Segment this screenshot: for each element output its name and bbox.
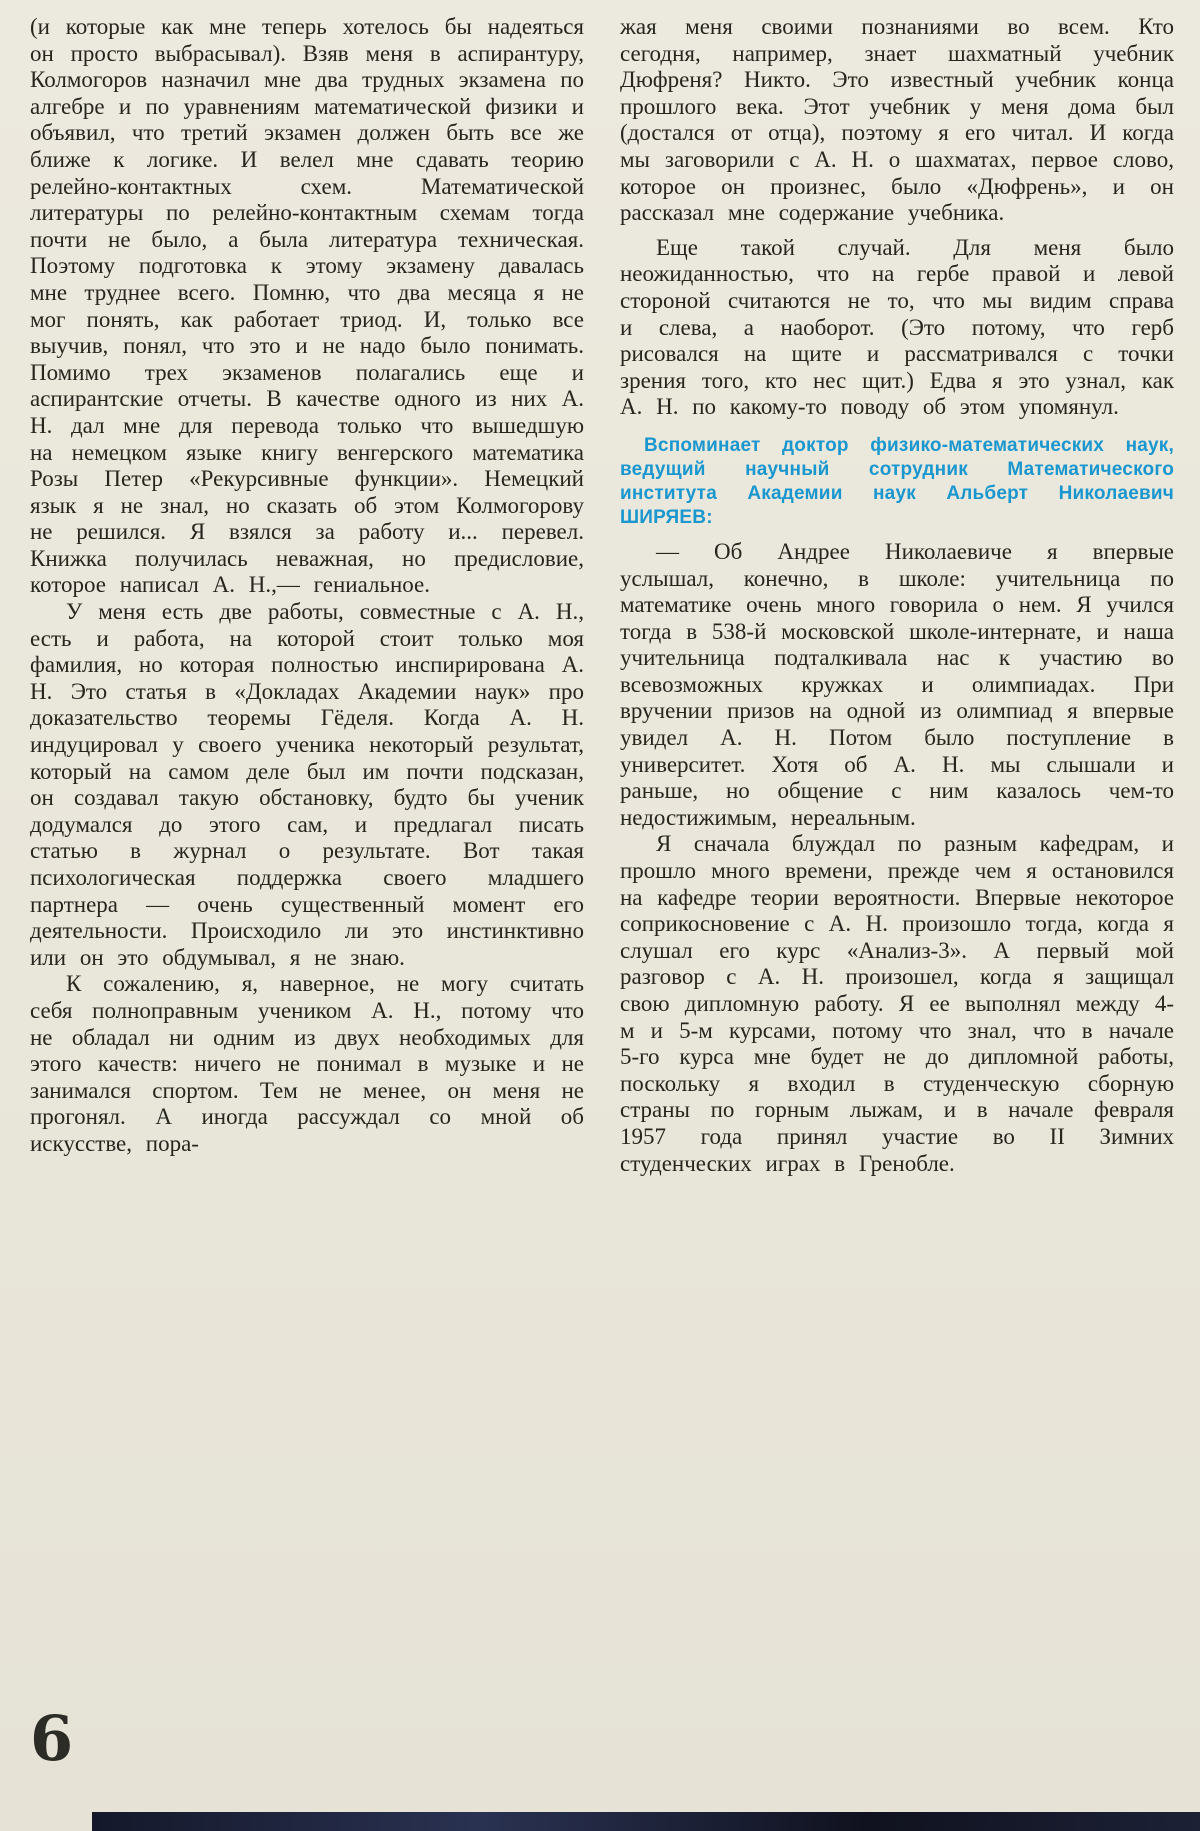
body-paragraph: У меня есть две работы, совместные с А. Н., есть и работа, на которой стоит только моя фамилия, но которая полностью инспирирована А. Н. Это статья в «Докладах Академии наук» про доказательство теоремы Гёделя. Когда А. Н. индуцировал у своего ученика некоторый результат, который на самом деле был им почти подсказан, он создавал такую обстановку, будто бы ученик додумался до этого сам, и предлагал писать статью в журнал о результате. Вот такая психологическая поддержка своего младшего партнера — очень существенный момент его деятельности. Происходило ли это инстинктивно или он это обдумывал, я не знаю. [30,599,584,970]
left-column [30,14,584,1177]
body-paragraph: (и которые как мне теперь хотелось бы надеяться он просто выбрасывал). Взяв меня в аспирантуру, Колмогоров назначил мне два трудных экзамена по алгебре и по уравнениям математической физики и объявил, что третий экзамен должен быть все же ближе к логике. И велел мне сдавать теорию релейно-контактных схем. Математической литературы по релейно-контактным схемам тогда почти не было, а была литература техническая. Поэтому подготовка к этому экзамену давалась мне труднее всего. Помню, что два месяца я не мог понять, как работает триод. И, только все выучив, понял, что это и не надо было понимать. Помимо трех экзаменов полагались еще и аспирантские отчеты. В качестве одного из них А. Н. дал мне для перевода только что вышедшую на немецком языке книгу венгерского математика Розы Петер «Рекурсивные функции». Немецкий язык я не знал, но сказать об этом Колмогорову не решился. Я взялся за работу и... перевел. Книжка получилась неважная, но предисловие, которое написал А. Н.,— гениальное. [30,14,584,598]
scan-edge-strip [92,1812,1200,1831]
page-number: 6 [30,1702,74,1775]
body-paragraph: Я сначала блуждал по разным кафедрам, и прошло много времени, прежде чем я остановился на кафедре теории вероятности. Впервые некоторое соприкосновение с А. Н. произошло тогда, когда я слушал его курс «Анализ-3». А первый мой разговор с А. Н. произошел, когда я защищал свою дипломную работу. Я ее выполнял между 4-м и 5-м курсами, потому что знал, что в начале 5-го курса мне будет не до дипломной работы, поскольку я входил в студенческую сборную страны по горным лыжам, и в начале февраля 1957 года принял участие во II Зимних студенческих играх в Гренобле. [620,831,1174,1176]
body-paragraph: — Об Андрее Николаевиче я впервые услышал, конечно, в школе: учительница по математике очень много говорила о нем. Я учился тогда в 538-й московской школе-интернате, и наша учительница подталкивала нас к участию во всевозможных кружках и олимпиадах. При вручении призов на одной из олимпиад я впервые увидел А. Н. Потом было поступление в университет. Хотя об А. Н. мы слышали и раньше, но общение с ним казалось чем-то недостижимым, нереальным. [620,538,1174,830]
right-column [620,14,1174,1177]
body-paragraph: Еще такой случай. Для меня было неожиданностью, что на гербе правой и левой стороной считаются не то, что мы видим справа и слева, а наоборот. (Это потому, что герб рисовался на щите и рассматривался с точки зрения того, кто нес щит.) Едва я это узнал, как А. Н. по какому-то поводу об этом упомянул. [620,234,1174,420]
body-paragraph: жая меня своими познаниями во всем. Кто сегодня, например, знает шахматный учебник Дюфреня? Никто. Это известный учебник конца прошлого века. Этот учебник у меня дома был (достался от отца), поэтому я его читал. И когда мы заговорили с А. Н. о шахматах, первое слово, которое он произнес, было «Дюфрень», и он рассказал мне содержание учебника. [620,14,1174,226]
interviewee-intro-note: Вспоминает доктор физико-математических наук, ведущий научный сотрудник Математического института Академии наук Альберт Николаевич ШИРЯЕВ: [620,434,1174,528]
body-paragraph: К сожалению, я, наверное, не могу считать себя полноправным учеником А. Н., потому что не обладал ни одним из двух необходимых для этого качеств: ничего не понимал в музыке и не занимался спортом. Тем не менее, он меня не прогонял. А иногда рассуждал со мной об искусстве, пора- [30,971,584,1156]
